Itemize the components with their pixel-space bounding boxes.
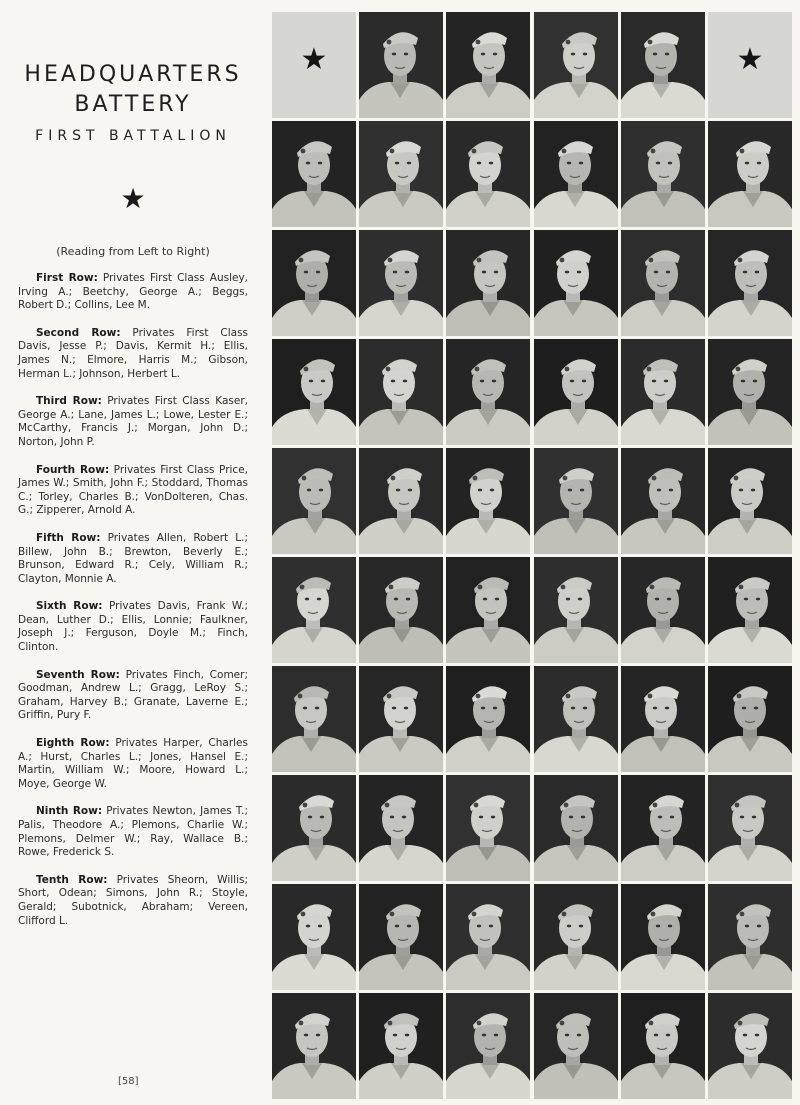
- soldier-portrait: [621, 993, 705, 1099]
- row-label: Eighth Row:: [36, 737, 110, 750]
- photo-cell: [534, 557, 618, 663]
- soldier-portrait: [446, 884, 530, 990]
- photo-cell: [621, 993, 705, 1099]
- soldier-portrait: [621, 339, 705, 445]
- soldier-portrait: [708, 666, 792, 772]
- soldier-portrait: [446, 121, 530, 227]
- soldier-portrait: [272, 884, 356, 990]
- photo-cell: [534, 12, 618, 118]
- photo-cell: [446, 121, 530, 227]
- photo-cell: [534, 993, 618, 1099]
- soldier-portrait: [708, 884, 792, 990]
- photo-cell: [272, 448, 356, 554]
- soldier-portrait: [708, 775, 792, 881]
- soldier-portrait: [359, 775, 443, 881]
- soldier-portrait: [359, 448, 443, 554]
- soldier-portrait: [534, 339, 618, 445]
- row-label: Ninth Row:: [36, 805, 103, 818]
- soldier-portrait: [446, 557, 530, 663]
- soldier-portrait: [446, 12, 530, 118]
- soldier-portrait: [359, 993, 443, 1099]
- soldier-portrait: [359, 666, 443, 772]
- caption-column: [18, 60, 248, 928]
- soldier-portrait: [534, 666, 618, 772]
- soldier-portrait: [708, 448, 792, 554]
- photo-cell: [446, 12, 530, 118]
- row-label: Third Row:: [36, 395, 102, 408]
- star-icon: ★: [120, 182, 146, 215]
- soldier-portrait: [621, 775, 705, 881]
- row-caption: [18, 669, 248, 723]
- soldier-portrait: [272, 230, 356, 336]
- row-names: Privates First Class Kaser, George A.; Lane, James L.; Lowe, Lester E.; McCarthy, Francis J.; Morgan, John D.; Norton, John P.: [18, 395, 248, 448]
- soldier-portrait: [708, 993, 792, 1099]
- soldier-portrait: [446, 339, 530, 445]
- photo-cell: [359, 557, 443, 663]
- photo-cell: [359, 12, 443, 118]
- soldier-portrait: [621, 666, 705, 772]
- photo-cell: [272, 884, 356, 990]
- soldier-portrait: [621, 884, 705, 990]
- row-caption: [18, 272, 248, 313]
- soldier-portrait: [534, 775, 618, 881]
- soldier-portrait: [708, 121, 792, 227]
- photo-cell: [534, 121, 618, 227]
- row-names: Privates Harper, Charles A.; Hurst, Charles L.; Jones, Hansel E.; Martin, William W.; Moore, Howard L.; Moye, George W.: [18, 737, 248, 790]
- soldier-portrait: [621, 448, 705, 554]
- soldier-portrait: [621, 557, 705, 663]
- soldier-portrait: [534, 12, 618, 118]
- photo-cell: [621, 339, 705, 445]
- row-names: Privates First Class Davis, Jesse P.; Davis, Kermit H.; Ellis, James N.; Elmore, Harris M.; Gibson, Herman L.; Johnson, Herbert L.: [18, 326, 249, 380]
- corner-star-panel: [272, 12, 356, 118]
- soldier-portrait: [708, 557, 792, 663]
- photo-cell: [708, 557, 792, 663]
- photo-cell: [359, 666, 443, 772]
- photo-cell: [446, 448, 530, 554]
- soldier-portrait: [359, 12, 443, 118]
- soldier-portrait: [534, 884, 618, 990]
- row-caption: [18, 737, 248, 791]
- soldier-portrait: [359, 121, 443, 227]
- soldier-portrait: [621, 230, 705, 336]
- photo-cell: [708, 666, 792, 772]
- photo-cell: [534, 230, 618, 336]
- photo-cell: [708, 339, 792, 445]
- photo-cell: [534, 339, 618, 445]
- photo-cell: [621, 666, 705, 772]
- photo-cell: [446, 557, 530, 663]
- photo-cell: [359, 230, 443, 336]
- photo-cell: [534, 448, 618, 554]
- page-title: [18, 60, 248, 120]
- photo-cell: [272, 775, 356, 881]
- row-caption: [18, 874, 248, 928]
- photo-cell: [534, 666, 618, 772]
- row-caption: [18, 395, 248, 449]
- photo-cell: [359, 775, 443, 881]
- photo-cell: [621, 121, 705, 227]
- soldier-portrait: [534, 993, 618, 1099]
- photo-cell: [446, 775, 530, 881]
- photo-cell: [708, 230, 792, 336]
- soldier-portrait: [534, 448, 618, 554]
- photo-cell: [708, 448, 792, 554]
- row-label: Tenth Row:: [36, 873, 108, 886]
- soldier-portrait: [534, 557, 618, 663]
- soldier-portrait: [272, 557, 356, 663]
- photo-cell: [359, 993, 443, 1099]
- soldier-portrait: [708, 230, 792, 336]
- photo-cell: [272, 339, 356, 445]
- row-caption: [18, 600, 248, 654]
- photo-cell: [446, 993, 530, 1099]
- photo-cell: [272, 121, 356, 227]
- soldier-portrait: [359, 884, 443, 990]
- photo-cell: [621, 557, 705, 663]
- row-caption: [18, 327, 248, 381]
- soldier-portrait: [708, 339, 792, 445]
- soldier-portrait: [534, 230, 618, 336]
- soldier-portrait: [272, 448, 356, 554]
- soldier-portrait: [272, 993, 356, 1099]
- photo-cell: [359, 884, 443, 990]
- photo-cell: [359, 121, 443, 227]
- row-names: Privates Allen, Robert L.; Billew, John B.; Brewton, Beverly E.; Brunson, Edward R.; Cely, William R.; Clayton, Monnie A.: [18, 531, 248, 585]
- soldier-portrait: [359, 339, 443, 445]
- star-icon: ★: [736, 42, 764, 77]
- soldier-portrait: [359, 230, 443, 336]
- photo-cell: [621, 775, 705, 881]
- photo-cell: [621, 884, 705, 990]
- photo-cell: [534, 775, 618, 881]
- row-label: Fifth Row:: [36, 531, 101, 544]
- page-subtitle: FIRST BATTALION: [35, 128, 231, 144]
- soldier-portrait: [534, 121, 618, 227]
- photo-cell: [621, 230, 705, 336]
- reading-note: (Reading from Left to Right): [56, 245, 210, 258]
- photo-cell: [359, 448, 443, 554]
- soldier-portrait: [621, 121, 705, 227]
- soldier-portrait: [446, 993, 530, 1099]
- soldier-portrait: [446, 666, 530, 772]
- soldier-portrait: [272, 339, 356, 445]
- photo-grid: [272, 12, 792, 1102]
- row-caption: [18, 464, 248, 518]
- photo-cell: [446, 666, 530, 772]
- row-label: Fourth Row:: [36, 463, 110, 476]
- photo-cell: [708, 121, 792, 227]
- row-names: Privates Finch, Comer; Goodman, Andrew L.; Gragg, LeRoy S.; Graham, Harvey B.; Granate, Laverne E.; Griffin, Pury F.: [18, 668, 248, 722]
- photo-cell: [446, 339, 530, 445]
- page-number: [58]: [118, 1076, 139, 1087]
- row-names: Privates First Class Ausley, Irving A.; Beetchy, George A.; Beggs, Robert D.; Collins, Lee M.: [18, 272, 248, 312]
- row-names: Privates First Class Price, James W.; Smith, John F.; Stoddard, Thomas C.; Torley, Charles B.; VonDolteren, Chas. G.; Zipperer, Arnold A.: [18, 463, 248, 517]
- soldier-portrait: [446, 775, 530, 881]
- row-names: Privates Davis, Frank W.; Dean, Luther D.; Ellis, Lonnie; Faulkner, Joseph J.; Ferguson, Doyle M.; Finch, Clinton.: [18, 600, 248, 654]
- star-icon: ★: [300, 42, 328, 77]
- photo-cell: [621, 12, 705, 118]
- photo-cell: [708, 775, 792, 881]
- row-captions: [18, 272, 248, 928]
- soldier-portrait: [446, 230, 530, 336]
- title-line-2: BATTERY: [74, 92, 192, 117]
- row-label: Second Row:: [36, 326, 121, 339]
- photo-cell: [359, 339, 443, 445]
- row-label: First Row:: [36, 272, 98, 284]
- soldier-portrait: [272, 775, 356, 881]
- photo-cell: [272, 666, 356, 772]
- photo-cell: [272, 993, 356, 1099]
- soldier-portrait: [621, 12, 705, 118]
- row-names: Privates Sheorn, Willis; Short, Odean; Simons, John R.; Stoyle, Gerald; Subotnick, Abraham; Vereen, Clifford L.: [18, 873, 249, 927]
- soldier-portrait: [272, 121, 356, 227]
- soldier-portrait: [359, 557, 443, 663]
- row-label: Sixth Row:: [36, 600, 103, 613]
- row-label: Seventh Row:: [36, 668, 120, 681]
- photo-cell: [708, 993, 792, 1099]
- photo-cell: [272, 230, 356, 336]
- corner-star-panel: [708, 12, 792, 118]
- soldier-portrait: [272, 666, 356, 772]
- photo-cell: [621, 448, 705, 554]
- photo-cell: [446, 230, 530, 336]
- row-caption: [18, 532, 248, 586]
- photo-cell: [534, 884, 618, 990]
- row-caption: [18, 805, 248, 859]
- row-names: Privates Newton, James T.; Palis, Theodore A.; Plemons, Charlie W.; Plemons, Delmer W.; Ray, Wallace B.; Rowe, Frederick S.: [18, 805, 248, 859]
- title-line-1: HEADQUARTERS: [24, 62, 242, 87]
- photo-cell: [708, 884, 792, 990]
- soldier-portrait: [446, 448, 530, 554]
- photo-cell: [446, 884, 530, 990]
- photo-cell: [272, 557, 356, 663]
